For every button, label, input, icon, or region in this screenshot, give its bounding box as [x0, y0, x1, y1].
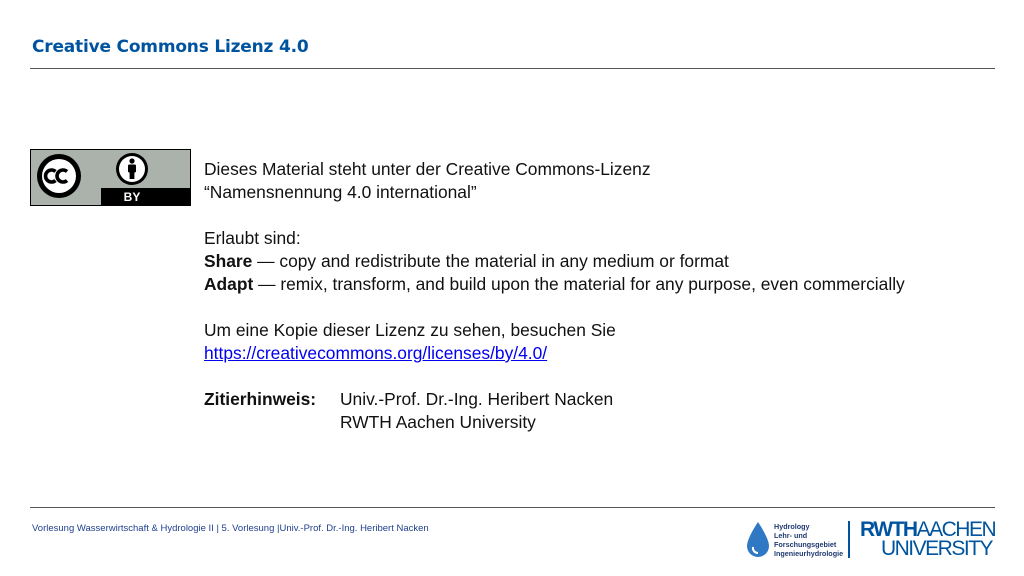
- hydro-line: Lehr- und: [774, 531, 808, 540]
- copy-text: Um eine Kopie dieser Lizenz zu sehen, besuchen Sie: [204, 320, 616, 340]
- citation-block: [204, 388, 994, 434]
- adapt-text: — remix, transform, and build upon the material for any purpose, even commercially: [253, 274, 905, 294]
- citation-author: Univ.-Prof. Dr.-Ing. Heribert Nacken: [340, 389, 614, 409]
- attribution-person-icon: [116, 153, 148, 185]
- allowed-heading: Erlaubt sind:: [204, 228, 301, 248]
- rwth-university: UNIVERSITY: [880, 537, 992, 560]
- hydro-line: Ingenieurhydrologie: [774, 549, 844, 558]
- citation-label: Zitierhinweis:: [204, 389, 317, 409]
- rwth-logo: [860, 520, 996, 558]
- share-item: [204, 250, 994, 273]
- hydrology-institute-logo: [774, 522, 843, 558]
- rwth-aachen: AACHEN: [916, 518, 996, 541]
- slide-title: Creative Commons Lizenz 4.0: [32, 37, 309, 57]
- adapt-term: Adapt: [204, 274, 254, 294]
- footer-text: Vorlesung Wasserwirtschaft & Hydrologie II | 5. Vorlesung |Univ.-Prof. Dr.-Ing. Heribert Nacken: [32, 523, 429, 534]
- citation-institution: RWTH Aachen University: [340, 412, 536, 432]
- badge-label: BY: [123, 190, 141, 204]
- license-url-link[interactable]: https://creativecommons.org/licenses/by/4.0/: [204, 343, 548, 363]
- logo-divider: [848, 521, 850, 558]
- footer-divider: [30, 507, 995, 508]
- cc-logo-icon: [37, 154, 81, 198]
- license-line-2: “Namensnennung 4.0 international”: [204, 182, 477, 202]
- share-text: — copy and redistribute the material in any medium or format: [252, 251, 729, 271]
- hydro-line: Hydrology: [774, 522, 810, 531]
- header-divider: [30, 68, 995, 69]
- hydro-line: Forschungsgebiet: [774, 540, 837, 549]
- adapt-item: [204, 273, 994, 296]
- license-text: [204, 158, 994, 434]
- cc-by-badge: [30, 149, 191, 206]
- license-line-1: Dieses Material steht unter der Creative Commons-Lizenz: [204, 159, 651, 179]
- water-drop-icon: [745, 520, 771, 560]
- rwth-bold: RWTH: [860, 518, 917, 541]
- share-term: Share: [204, 251, 253, 271]
